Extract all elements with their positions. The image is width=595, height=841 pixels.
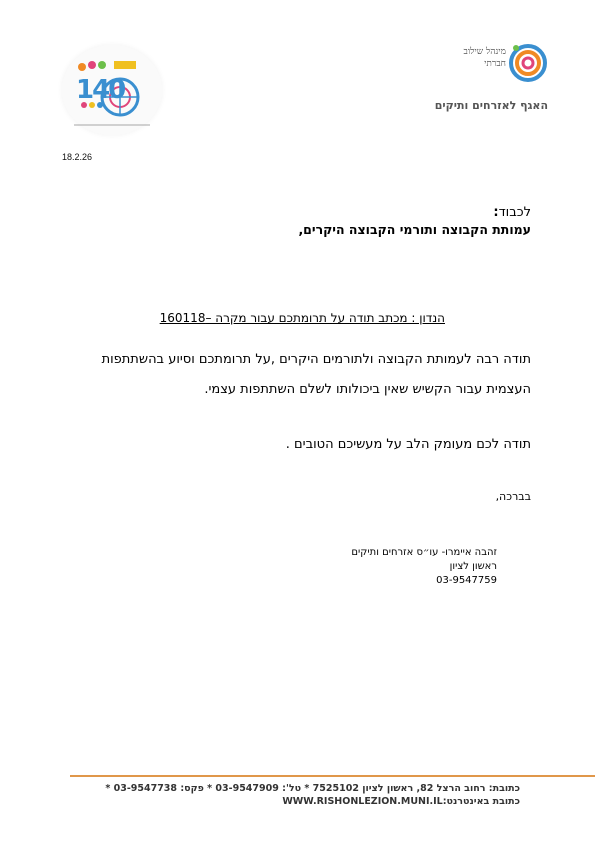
footer-contact xyxy=(105,782,520,808)
spiral-logo-icon xyxy=(508,40,548,86)
department-name: האגף לאזרחים ותיקים xyxy=(434,99,548,112)
signature-phone: 03-9547759 xyxy=(436,575,497,586)
footer-divider xyxy=(70,775,595,777)
body-paragraph-1: תודה רבה לעמותת הקבוצה ולתורמים היקרים ,על תרומתכם וסיוע בהשתתפות העצמית עבור הקשיש שאין ביכולותו לשלם השתתפות עצמי. xyxy=(101,352,531,397)
closing-greeting: בברכה, xyxy=(495,490,531,503)
social-integration-logo xyxy=(458,40,553,92)
signature-name: זהבה איימרו- עו״ס אזרחים ותיקים xyxy=(351,547,497,558)
to-label xyxy=(493,205,531,220)
anniversary-logo xyxy=(62,45,162,135)
to-label-colon: : xyxy=(493,205,499,220)
subject-line: הנדון : מכתב תודה על תרומתכם עבור מקרה –160118 xyxy=(159,311,445,325)
recipient-name: עמותת הקבוצה ותורמי הקבוצה היקרים, xyxy=(298,222,531,237)
anniversary-logo-number: 140 xyxy=(76,75,125,105)
signature-city: ראשון לציון xyxy=(449,561,497,572)
social-integration-logo-text: מינהל שילוב חברתי xyxy=(463,47,506,69)
signature-block xyxy=(351,546,497,588)
footer-website: כתובת באינטרנט:WWW.RISHONLEZION.MUNI.IL xyxy=(282,796,520,807)
letter-date: 18.2.26 xyxy=(62,152,93,162)
body-paragraph-2: תודה לכם מעומק הלב על מעשיכם הטובים . xyxy=(285,437,531,452)
footer-address: כתובת: רחוב הרצל 82, ראשון לציון 7525102 * טל': 03-9547909 * פקס: 03-9547738 * xyxy=(105,783,520,794)
to-label-text: לכבוד xyxy=(498,205,531,220)
